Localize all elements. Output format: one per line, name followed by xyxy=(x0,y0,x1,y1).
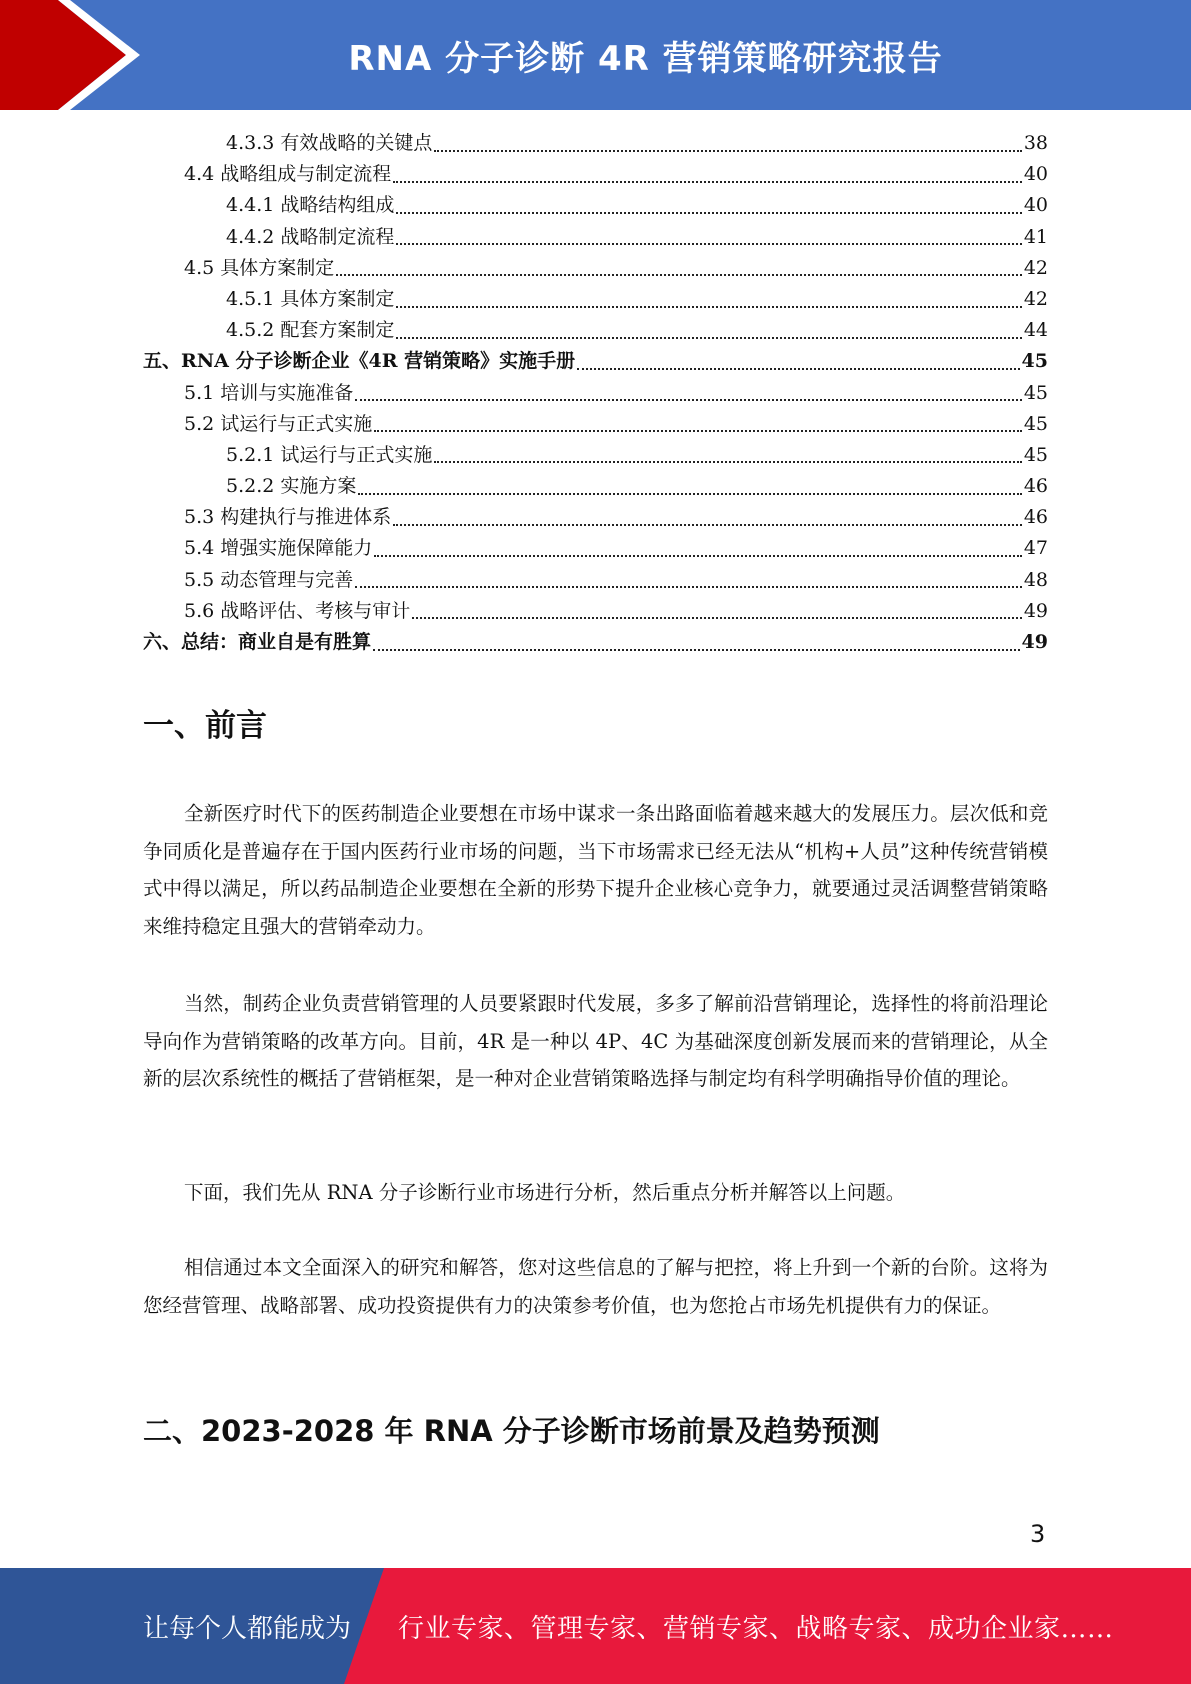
toc-entry[interactable] xyxy=(143,190,1048,221)
toc-entry-page: 48 xyxy=(1023,568,1048,591)
toc-leader-dots xyxy=(355,399,1022,401)
toc-entry-title: 5.3 构建执行与推进体系 xyxy=(184,506,392,529)
toc-entry-page: 45 xyxy=(1023,381,1048,404)
toc-leader-dots xyxy=(355,586,1022,588)
toc-entry-page: 45 xyxy=(1023,412,1048,435)
toc-entry-page: 45 xyxy=(1023,443,1048,466)
section-heading: 二、2023-2028 年 RNA 分子诊断市场前景及趋势预测 xyxy=(143,1414,880,1448)
toc-entry-title: 5.5 动态管理与完善 xyxy=(184,568,354,591)
toc-entry-title: 4.4 战略组成与制定流程 xyxy=(184,163,392,186)
body-paragraph: 全新医疗时代下的医药制造企业要想在市场中谋求一条出路面临着越来越大的发展压力。层次低和竞争同质化是普遍存在于国内医药行业市场的问题，当下市场需求已经无法从“机构+人员”这种传统营销模式中得以满足，所以药品制造企业要想在全新的形势下提升企业核心竞争力，就要通过灵活调整营销策略来维持稳定且强大的营销牵动力。 xyxy=(143,802,1048,938)
toc-leader-dots xyxy=(374,555,1022,557)
toc-entry-page: 40 xyxy=(1023,194,1048,217)
toc-entry-title: 六、总结：商业自是有胜算 xyxy=(143,631,372,653)
toc-entry-chapter[interactable] xyxy=(143,627,1048,658)
toc-entry[interactable] xyxy=(143,253,1048,284)
toc-entry-title: 5.2 试运行与正式实施 xyxy=(184,412,373,435)
toc-entry-page: 45 xyxy=(1021,350,1048,373)
toc-leader-dots xyxy=(412,617,1022,619)
page-footer xyxy=(0,1568,1191,1684)
toc-entry-title: 4.5.2 配套方案制定 xyxy=(226,319,395,342)
toc-entry[interactable] xyxy=(143,596,1048,627)
toc-leader-dots xyxy=(396,212,1021,214)
toc-entry[interactable] xyxy=(143,409,1048,440)
toc-entry[interactable] xyxy=(143,128,1048,159)
toc-entry[interactable] xyxy=(143,315,1048,346)
toc-leader-dots xyxy=(374,430,1022,432)
toc-entry-page: 46 xyxy=(1023,475,1048,498)
toc-entry-title: 4.4.2 战略制定流程 xyxy=(226,225,395,248)
toc-entry-page: 49 xyxy=(1021,631,1048,653)
toc-entry[interactable] xyxy=(143,565,1048,596)
toc-entry-title: 4.3.3 有效战略的关键点 xyxy=(226,132,433,154)
toc-entry-page: 40 xyxy=(1023,163,1048,186)
toc-leader-dots xyxy=(373,649,1020,651)
toc-entry[interactable] xyxy=(143,502,1048,533)
table-of-contents xyxy=(143,128,1048,658)
toc-leader-dots xyxy=(396,337,1021,339)
toc-entry-title: 4.5.1 具体方案制定 xyxy=(226,287,395,310)
toc-leader-dots xyxy=(434,461,1021,463)
toc-leader-dots xyxy=(396,243,1021,245)
toc-entry[interactable] xyxy=(143,533,1048,564)
toc-leader-dots xyxy=(393,524,1022,526)
toc-entry-page: 41 xyxy=(1023,225,1048,248)
toc-leader-dots xyxy=(336,274,1022,276)
toc-leader-dots xyxy=(358,493,1021,495)
toc-entry-title: 5.2.2 实施方案 xyxy=(226,475,357,498)
header-red-arrow-icon xyxy=(0,0,160,110)
toc-leader-dots xyxy=(393,181,1022,183)
toc-entry-title: 4.4.1 战略结构组成 xyxy=(226,194,395,217)
toc-entry-title: 5.1 培训与实施准备 xyxy=(184,381,354,404)
toc-entry[interactable] xyxy=(143,222,1048,253)
toc-entry[interactable] xyxy=(143,159,1048,190)
toc-entry-page: 44 xyxy=(1023,319,1048,342)
page-header xyxy=(0,0,1191,110)
toc-entry-page: 42 xyxy=(1023,256,1048,279)
body-paragraph: 相信通过本文全面深入的研究和解答，您对这些信息的了解与把控，将上升到一个新的台阶。这将为您经营管理、战略部署、成功投资提供有力的决策参考价值，也为您抢占市场先机提供有力的保证。 xyxy=(143,1256,1048,1317)
body-paragraph: 当然，制药企业负责营销管理的人员要紧跟时代发展，多多了解前沿营销理论，选择性的将前沿理论导向作为营销策略的改革方向。目前，4R 是一种以 4P、4C 为基础深度创新发展而来的营销理论，从全新的层次系统性的概括了营销框架，是一种对企业营销策略选择与制定均有科学明确指导价值的理论。 xyxy=(143,992,1048,1090)
toc-entry-title: 五、RNA 分子诊断企业《4R 营销策略》实施手册 xyxy=(143,350,576,373)
toc-entry-title: 5.2.1 试运行与正式实施 xyxy=(226,443,433,466)
toc-entry[interactable] xyxy=(143,440,1048,471)
section-heading: 一、前言 xyxy=(143,708,267,744)
toc-leader-dots xyxy=(577,368,1019,370)
toc-entry[interactable] xyxy=(143,378,1048,409)
report-title: RNA 分子诊断 4R 营销策略研究报告 xyxy=(348,38,943,79)
toc-entry-page: 49 xyxy=(1023,599,1048,622)
footer-slogan-left: 让每个人都能成为 xyxy=(143,1613,352,1644)
toc-leader-dots xyxy=(396,306,1021,308)
toc-entry-chapter[interactable] xyxy=(143,346,1048,377)
toc-entry-title: 4.5 具体方案制定 xyxy=(184,256,335,279)
toc-entry-page: 46 xyxy=(1023,506,1048,529)
toc-entry[interactable] xyxy=(143,284,1048,315)
toc-entry[interactable] xyxy=(143,471,1048,502)
toc-entry-page: 38 xyxy=(1023,132,1048,154)
toc-leader-dots xyxy=(434,150,1021,152)
page-number: 3 xyxy=(1030,1520,1046,1548)
toc-entry-page: 42 xyxy=(1023,287,1048,310)
toc-entry-title: 5.6 战略评估、考核与审计 xyxy=(184,599,411,622)
toc-entry-title: 5.4 增强实施保障能力 xyxy=(184,537,373,560)
footer-slogan-right: 行业专家、管理专家、营销专家、战略专家、成功企业家…… xyxy=(398,1613,1114,1644)
toc-entry-page: 47 xyxy=(1023,537,1048,560)
body-paragraph: 下面，我们先从 RNA 分子诊断行业市场进行分析，然后重点分析并解答以上问题。 xyxy=(184,1181,906,1204)
